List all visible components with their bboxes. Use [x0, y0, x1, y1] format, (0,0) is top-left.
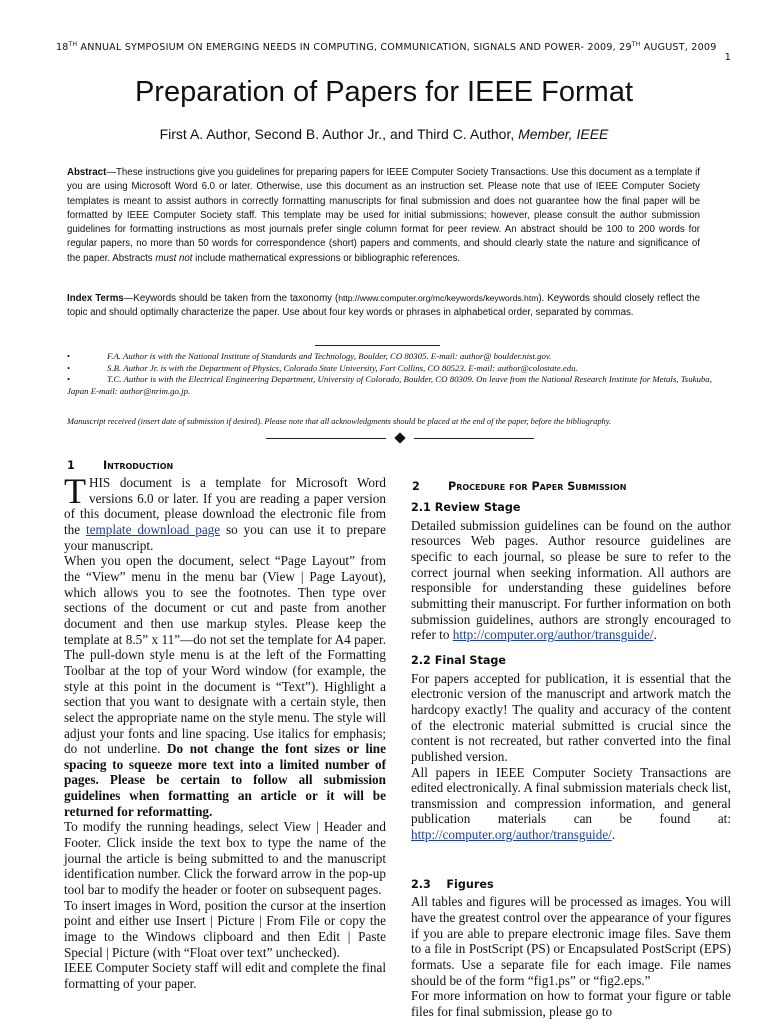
subsection-heading: 2.2 Final Stage — [411, 653, 506, 667]
paragraph-text: . — [611, 827, 616, 843]
paragraph: All tables and figures will be processed as images. You will have the greatest control over the appearance of your figures if you are able to prepare electronic image files. Save them to a file in PostScript (PS) or Encapsulated PostScript (EPS) formats. Use a separate file for each image. File names should be of the form “fig1.ps” or “fig2.eps.” — [411, 894, 731, 988]
paragraph-text: Detailed submission guidelines can be found on the author resources Web pages. Author resource guidelines are specific to each journal, so please be sure to refer to the correct journal when seeking information. All authors are responsible for understanding these guidelines before submitting their manuscript. For further information on both submission guidelines, authors are strongly encouraged to refer to — [411, 517, 731, 643]
subsection-heading: 2.3 Figures — [411, 877, 494, 891]
template-download-link[interactable]: template download page — [86, 521, 221, 537]
paragraph — [411, 518, 731, 643]
author-affiliation: Member, IEEE — [518, 126, 609, 142]
index-terms-text: —Keywords should be taken from the taxonomy ( — [123, 293, 339, 304]
footnote: • F.A. Author is with the National Institute of Standards and Technology, Boulder, CO 80305. E-mail: author@ boulder.nist.gov. — [67, 351, 552, 361]
running-header — [56, 38, 731, 63]
paragraph — [64, 471, 386, 553]
paragraph — [64, 553, 386, 819]
abstract-text: —These instructions give you guidelines for preparing papers for IEEE Computer Society Transactions. Use this document as a template if you are using Microsoft Word 6.0 or later. Otherwise, use this document as an instruction set. Please note that use of IEEE Computer Society templates is meant to assist authors in correctly formatting manuscripts for final submission and does not guarantee how the final paper will be formatted by IEEE Computer Society staff. This template may be used for initial submissions; however, please consult the author submission guidelines for formatting instructions as most journals prefer single column format for peer review. An abstract should be 100 to 200 words for regular papers, no more than 50 words for correspondence (short) papers and comments, and should clearly state the nature and significance of the paper. Abstracts — [67, 167, 700, 264]
footnote-text: F.A. Author is with the National Institute of Standards and Technology, Boulder, CO 80305. E-mail: author@ boulder.nist.gov. — [107, 351, 552, 361]
paragraph-text: When you open the document, select “Page Layout” from the “View” menu in the menu bar (View | Page Layout), which allows you to see the footnotes. Then type over sections of the document or cut and paste from another document and then use markup styles. Please keep the template at 8.5” x 11”—do not set the template for A4 paper. The pull-down style menu is at the left of the Formatting Toolbar at the top of your Word window (for example, the style at this point in the document is “Text”). Highlight a section that you want to designate with a certain style, then select the appropriate name on the style menu. The style will adjust your fonts and line spacing. Use italics for emphasis; do not underline. — [64, 553, 386, 757]
abstract-text-end: include mathematical expressions or bibliographic references. — [192, 252, 461, 264]
header-sup: TH — [631, 41, 641, 48]
index-terms-label: Index Terms — [67, 293, 124, 304]
author-names: First A. Author, Second B. Author Jr., and Third C. Author, — [159, 126, 519, 142]
header-ordinal: 18 — [56, 42, 69, 54]
paragraph-text: HIS document is a template for Microsoft Word versions 6.0 or later. If you are reading a paper version of this document, please download the electronic file from the — [64, 475, 386, 537]
taxonomy-url[interactable]: http://www.computer.org/mc/keywords/keywords.htm — [338, 293, 539, 303]
abstract-label: Abstract — [67, 167, 107, 178]
paper-title: Preparation of Papers for IEEE Format — [134, 76, 634, 108]
subsection-heading: 2.1 Review Stage — [411, 501, 521, 514]
index-terms — [67, 291, 700, 321]
section-number: 2 — [412, 480, 420, 493]
footnote: • T.C. Author is with the Electrical Engineering Department, University of Colorado, Boulder, CO 80309. On leave from the National Research Institute for Metals, Tsukuba, Japan E-mail: author@nrim.go.jp. — [67, 374, 712, 396]
section-title: Introduction — [103, 459, 174, 472]
footnote-text: S.B. Author Jr. is with the Department of Physics, Colorado State University, Fort Collins, CO 80523. E-mail: author@colostate.edu. — [107, 362, 578, 373]
divider — [315, 345, 440, 346]
index-terms-text-end: ). Keywords should closely reflect the topic and should optimally characterize the paper. Use about four key words or phrases in alphabetical order, separated by commas. — [67, 293, 700, 319]
paragraph: For papers accepted for publication, it is essential that the electronic version of the manuscript and artwork match the hardcopy exactly! The quality and accuracy of the content of the electronic material submitted is crucial since the content is not recreated, but rather converted into the final published version. — [411, 670, 731, 764]
paragraph-text: so you can use it to prepare your manuscript. — [64, 521, 386, 553]
transguide-link[interactable]: http://computer.org/author/transguide/ — [452, 627, 654, 643]
transguide-link[interactable]: http://computer.org/author/transguide/ — [411, 827, 612, 843]
paragraph: For more information on how to format your figure or table files for final submission, please go to — [411, 988, 731, 1020]
author-footnotes — [67, 351, 722, 397]
bold-warning: Do not change the font sizes or line spacing to squeeze more text into a limited number of pages. Please be certain to follow all submission guidelines when formatting an article or it will be returned for reformatting. — [64, 741, 386, 819]
abstract-emphasis: must not — [155, 252, 193, 264]
abstract — [67, 166, 700, 266]
drop-cap: T — [64, 471, 86, 511]
left-column — [64, 471, 386, 992]
paragraph-text: All papers in IEEE Computer Society Transactions are edited electronically. A final submission materials check list, transmission and compression information, and general publication materials can be found at: — [411, 764, 731, 827]
paragraph — [411, 765, 731, 843]
paragraph-text: . — [653, 627, 657, 643]
paragraph: To modify the running headings, select View | Header and Footer. Click inside the text box to type the name of the journal the article is being submitted to and the manuscript identification number. Click the forward arrow in the pop-up tool bar to modify the header or footer on subsequent pages. — [64, 819, 386, 898]
section-separator — [260, 431, 540, 445]
page-number: 1 — [724, 52, 731, 63]
section-title: Procedure for Paper Submission — [448, 480, 627, 493]
manuscript-note: Manuscript received (insert date of submission if desired). Please note that all acknowledgments should be placed at the end of the paper, before the bibliography. — [67, 417, 612, 426]
header-sup: TH — [68, 41, 78, 48]
author-line — [0, 126, 768, 142]
right-column — [411, 500, 731, 1020]
diamond-icon — [394, 432, 405, 443]
section-number: 1 — [67, 459, 75, 472]
footnote: • S.B. Author Jr. is with the Department of Physics, Colorado State University, Fort Collins, CO 80523. E-mail: author@colostate.edu. — [67, 362, 578, 373]
header-text: ANNUAL SYMPOSIUM ON EMERGING NEEDS IN COMPUTING, COMMUNICATION, SIGNALS AND POWER- 2009, 29 — [77, 42, 632, 54]
header-month: AUGUST, 2009 — [640, 42, 717, 54]
footnote-text: T.C. Author is with the Electrical Engineering Department, University of Colorado, Boulder, CO 80309. On leave from the National Research Institute for Metals, Tsukuba, Japan E-mail: author@nrim.go.jp. — [67, 374, 712, 396]
paragraph: IEEE Computer Society staff will edit and complete the final formatting of your paper. — [64, 960, 386, 991]
section-heading-procedure — [412, 480, 626, 493]
paragraph: To insert images in Word, position the cursor at the insertion point and either use Insert | Picture | From File or copy the image to the Windows clipboard and then Edit | Paste Special | Picture (with “Float over text” unchecked). — [64, 897, 386, 960]
